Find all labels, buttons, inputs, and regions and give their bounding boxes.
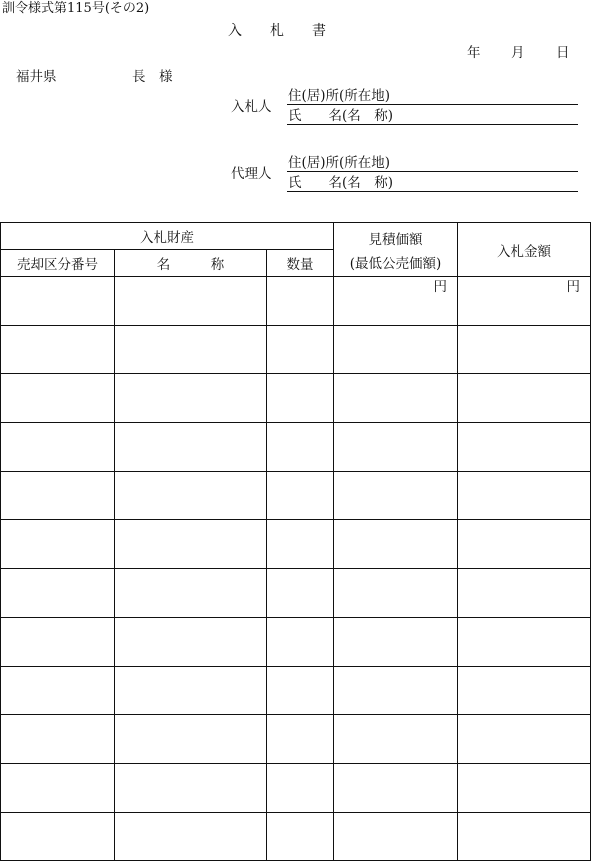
estimate-header-line2: (最低公売価額) — [349, 255, 442, 272]
table-row — [1, 569, 591, 618]
agent-name-label: 氏 名(名 称) — [288, 175, 394, 191]
estimate-cell[interactable] — [334, 374, 458, 423]
bid-amount-cell[interactable] — [458, 617, 591, 666]
lot-number-cell[interactable] — [1, 569, 115, 618]
table-row — [1, 325, 591, 374]
bid-amount-cell[interactable] — [458, 569, 591, 618]
table-row — [1, 374, 591, 423]
property-name-cell[interactable] — [115, 569, 267, 618]
estimate-cell[interactable] — [334, 715, 458, 764]
quantity-cell[interactable] — [267, 617, 334, 666]
bid-amount-header: 入札金額 — [458, 223, 591, 277]
table-row — [1, 423, 591, 472]
property-name-cell[interactable] — [115, 763, 267, 812]
bid-amount-cell[interactable] — [458, 520, 591, 569]
lot-number-cell[interactable] — [1, 471, 115, 520]
quantity-cell[interactable] — [267, 666, 334, 715]
estimate-header-line1: 見積価額 — [368, 231, 423, 248]
quantity-cell[interactable] — [267, 569, 334, 618]
lot-number-cell[interactable] — [1, 374, 115, 423]
quantity-cell[interactable] — [267, 423, 334, 472]
bid-amount-cell[interactable] — [458, 812, 591, 861]
estimate-cell[interactable] — [334, 617, 458, 666]
lot-number-cell[interactable] — [1, 666, 115, 715]
lot-number-header: 売却区分番号 — [1, 250, 115, 277]
estimate-header — [334, 223, 458, 277]
lot-number-cell[interactable] — [1, 812, 115, 861]
lot-number-cell[interactable] — [1, 423, 115, 472]
estimate-cell[interactable] — [334, 520, 458, 569]
agent-address-line[interactable] — [287, 171, 578, 172]
estimate-cell[interactable] — [334, 569, 458, 618]
addressee-prefecture: 福井県 — [16, 69, 57, 85]
lot-number-cell[interactable] — [1, 617, 115, 666]
bidder-address-line[interactable] — [287, 104, 578, 105]
table-row — [1, 715, 591, 764]
lot-number-cell[interactable] — [1, 763, 115, 812]
property-name-cell[interactable] — [115, 715, 267, 764]
bid-amount-cell[interactable] — [458, 763, 591, 812]
table-row — [1, 666, 591, 715]
lot-number-cell[interactable] — [1, 715, 115, 764]
estimate-cell[interactable] — [334, 763, 458, 812]
property-name-cell[interactable] — [115, 666, 267, 715]
estimate-cell[interactable] — [334, 471, 458, 520]
lot-number-cell[interactable] — [1, 325, 115, 374]
quantity-header: 数量 — [267, 250, 334, 277]
bidder-name-label: 氏 名(名 称) — [288, 108, 394, 124]
quantity-cell[interactable] — [267, 763, 334, 812]
bid-amount-cell[interactable] — [458, 325, 591, 374]
estimate-cell[interactable] — [334, 666, 458, 715]
table-row — [1, 617, 591, 666]
quantity-cell[interactable] — [267, 325, 334, 374]
property-name-cell[interactable] — [115, 812, 267, 861]
estimate-cell[interactable] — [334, 277, 458, 326]
table-row — [1, 812, 591, 861]
property-name-cell[interactable] — [115, 325, 267, 374]
bid-amount-cell[interactable] — [458, 374, 591, 423]
quantity-cell[interactable] — [267, 374, 334, 423]
bid-table-body — [1, 277, 591, 861]
document-title: 入 札 書 — [228, 23, 326, 39]
quantity-cell[interactable] — [267, 715, 334, 764]
property-name-cell[interactable] — [115, 520, 267, 569]
date-month: 月 — [511, 45, 525, 61]
property-name-header: 名 称 — [115, 250, 267, 277]
addressee-title: 長 様 — [132, 69, 173, 85]
property-name-cell[interactable] — [115, 471, 267, 520]
estimate-cell[interactable] — [334, 325, 458, 374]
table-row — [1, 471, 591, 520]
yen-unit-estimate: 円 — [433, 279, 448, 295]
quantity-cell[interactable] — [267, 520, 334, 569]
date-year: 年 — [467, 45, 481, 61]
estimate-cell[interactable] — [334, 423, 458, 472]
property-name-cell[interactable] — [115, 423, 267, 472]
quantity-cell[interactable] — [267, 812, 334, 861]
bid-amount-cell[interactable] — [458, 715, 591, 764]
lot-number-cell[interactable] — [1, 520, 115, 569]
quantity-cell[interactable] — [267, 471, 334, 520]
property-name-cell[interactable] — [115, 617, 267, 666]
property-name-cell[interactable] — [115, 374, 267, 423]
bidder-address-label: 住(居)所(所在地) — [288, 88, 391, 104]
bid-amount-cell[interactable] — [458, 277, 591, 326]
yen-unit-bid: 円 — [566, 279, 581, 295]
table-row — [1, 277, 591, 326]
bidder-label: 入札人 — [231, 99, 272, 115]
property-name-cell[interactable] — [115, 277, 267, 326]
agent-name-line[interactable] — [287, 191, 578, 192]
bid-table — [0, 222, 591, 861]
bid-property-header: 入札財産 — [1, 223, 334, 250]
estimate-cell[interactable] — [334, 812, 458, 861]
agent-label: 代理人 — [231, 166, 272, 182]
table-row — [1, 763, 591, 812]
bid-amount-cell[interactable] — [458, 471, 591, 520]
lot-number-cell[interactable] — [1, 277, 115, 326]
bid-amount-cell[interactable] — [458, 666, 591, 715]
date-day: 日 — [556, 45, 570, 61]
bidder-name-line[interactable] — [287, 124, 578, 125]
bid-amount-cell[interactable] — [458, 423, 591, 472]
agent-address-label: 住(居)所(所在地) — [288, 155, 391, 171]
quantity-cell[interactable] — [267, 277, 334, 326]
form-number: 訓令様式第115号(その2) — [2, 1, 150, 16]
table-row — [1, 520, 591, 569]
